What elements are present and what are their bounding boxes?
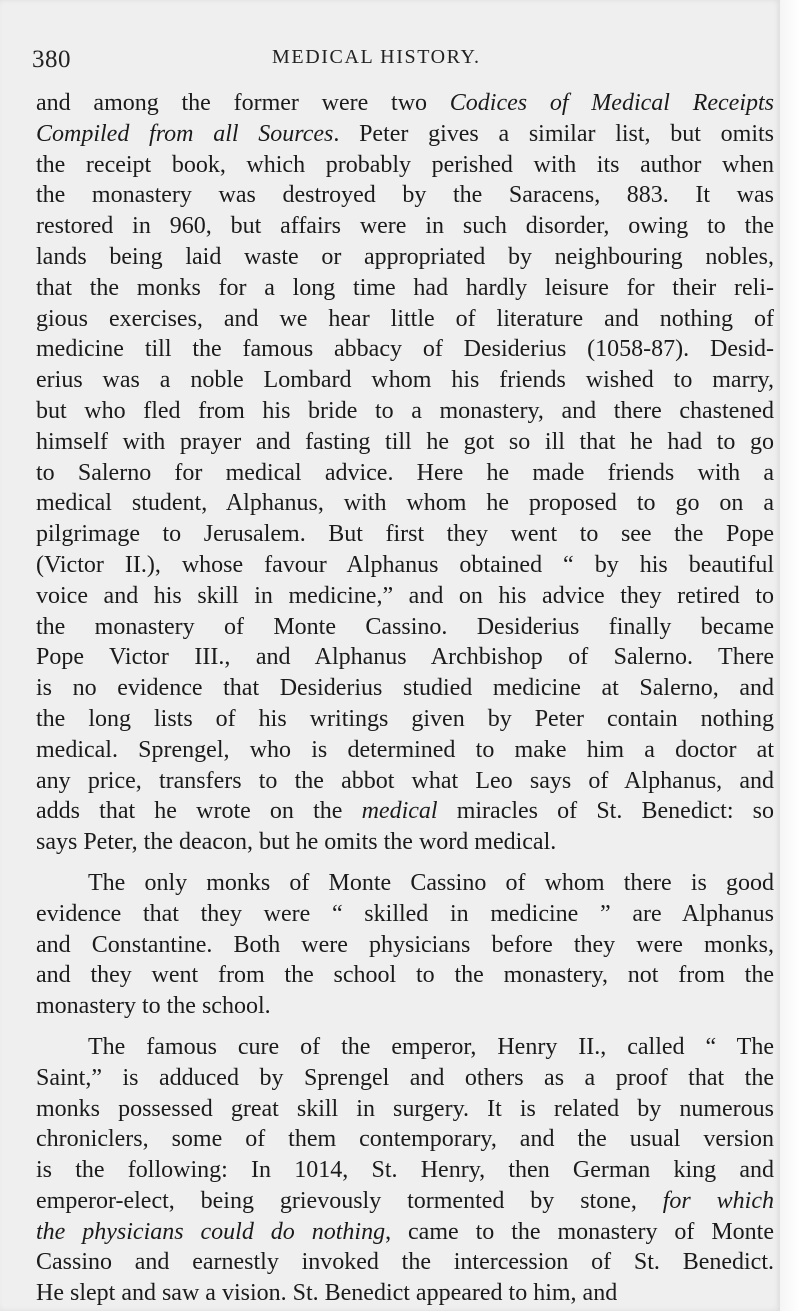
italic-text: for which — [662, 1187, 774, 1214]
text-run: the monastery was destroyed by the Saracens, 883. It was — [36, 182, 774, 209]
text-line — [36, 1155, 774, 1186]
text-run: any price, transfers to the abbot what Leo says of Alphanus, and — [36, 767, 774, 794]
text-line — [36, 581, 774, 612]
italic-text: medical — [361, 798, 438, 825]
paragraph — [36, 1032, 774, 1309]
italic-text: the physicians could do nothing — [36, 1218, 386, 1245]
text-run: is the following: In 1014, St. Henry, then German king and — [36, 1157, 774, 1184]
paragraph — [36, 88, 774, 858]
text-run: adds that he wrote on the — [36, 798, 362, 825]
text-run: that the monks for a long time had hardly leisure for their reli- — [36, 274, 774, 301]
text-line — [36, 519, 774, 550]
text-run: He slept and saw a vision. St. Benedict appeared to him, and — [36, 1280, 618, 1307]
text-line — [36, 396, 774, 427]
page-edge — [780, 0, 800, 1311]
text-line — [36, 1217, 774, 1248]
text-run: Cassino and earnestly invoked the intercession of St. Benedict. — [36, 1249, 774, 1276]
text-run: medicine till the famous abbacy of Desiderius (1058-87). Desid- — [36, 336, 774, 363]
text-run: . Peter gives a similar list, but omits — [333, 120, 774, 147]
text-run: pilgrimage to Jerusalem. But first they went to see the Pope — [36, 521, 774, 548]
text-run: miracles of St. Benedict: so — [437, 798, 774, 825]
text-run: himself with prayer and fasting till he got so ill that he had to go — [36, 428, 774, 455]
text-line — [36, 827, 774, 858]
text-run: the monastery of Monte Cassino. Desiderius finally became — [36, 613, 774, 640]
text-line — [36, 88, 774, 119]
text-line — [36, 1278, 774, 1309]
text-line — [36, 1247, 774, 1278]
text-line — [36, 150, 774, 181]
text-line — [36, 642, 774, 673]
text-line — [36, 766, 774, 797]
text-line — [36, 427, 774, 458]
text-run: Saint,” is adduced by Sprengel and others as a proof that the — [36, 1064, 774, 1091]
text-line — [36, 1032, 774, 1063]
text-line — [36, 242, 774, 273]
text-run: but who fled from his bride to a monastery, and there chastened — [36, 397, 774, 424]
text-line — [36, 899, 774, 930]
text-run: (Victor II.), whose favour Alphanus obtained “ by his beautiful — [36, 551, 774, 578]
page-header — [0, 40, 780, 80]
text-run: voice and his skill in medicine,” and on his advice they retired to — [36, 582, 774, 609]
text-run: erius was a noble Lombard whom his friends wished to marry, — [36, 367, 774, 394]
text-line — [36, 1094, 774, 1125]
text-run: restored in 960, but affairs were in such disorder, owing to the — [36, 213, 774, 240]
text-line — [36, 1124, 774, 1155]
page-number: 380 — [32, 46, 71, 73]
text-run: the long lists of his writings given by Peter contain nothing — [36, 705, 774, 732]
text-line — [36, 119, 774, 150]
text-run: medical. Sprengel, who is determined to make him a doctor at — [36, 736, 774, 763]
text-line — [36, 796, 774, 827]
paragraph-gap — [36, 1022, 774, 1032]
text-run: monks possessed great skill in surgery. It is related by numerous — [36, 1095, 774, 1122]
paragraph-gap — [36, 858, 774, 868]
text-run: , came to the monastery of Monte — [385, 1218, 774, 1245]
italic-text: Compiled from all Sources — [36, 120, 334, 147]
text-run: is no evidence that Desiderius studied medicine at Salerno, and — [36, 675, 774, 702]
text-line — [36, 180, 774, 211]
text-line — [36, 211, 774, 242]
text-run: and among the former were two — [36, 90, 450, 116]
text-line — [36, 304, 774, 335]
text-run: The only monks of Monte Cassino of whom there is good — [88, 869, 774, 896]
text-line — [36, 704, 774, 735]
text-run: medical student, Alphanus, with whom he proposed to go on a — [36, 490, 774, 517]
text-line — [36, 612, 774, 643]
text-run: to Salerno for medical advice. Here he made friends with a — [36, 459, 774, 486]
text-line — [36, 868, 774, 899]
text-run: gious exercises, and we hear little of literature and nothing of — [36, 305, 774, 332]
body-text — [36, 88, 774, 1309]
text-run: evidence that they were “ skilled in medicine ” are Alphanus — [36, 900, 774, 927]
text-line — [36, 960, 774, 991]
text-line — [36, 930, 774, 961]
text-line — [36, 458, 774, 489]
text-run: emperor-elect, being grievously tormented by stone, — [36, 1187, 663, 1214]
text-run: and Constantine. Both were physicians before they were monks, — [36, 931, 774, 958]
text-line — [36, 550, 774, 581]
text-line — [36, 991, 774, 1022]
text-run: says Peter, the deacon, but he omits the word medical. — [36, 829, 557, 856]
text-run: chroniclers, some of them contemporary, and the usual version — [36, 1126, 774, 1153]
text-line — [36, 365, 774, 396]
text-line — [36, 488, 774, 519]
paragraph — [36, 868, 774, 1022]
text-run: monastery to the school. — [36, 993, 271, 1020]
text-run: lands being laid waste or appropriated by neighbouring nobles, — [36, 243, 774, 270]
text-run: The famous cure of the emperor, Henry II., called “ The — [88, 1033, 774, 1060]
running-head: MEDICAL HISTORY. — [272, 46, 481, 68]
text-run: Pope Victor III., and Alphanus Archbishop of Salerno. There — [36, 644, 774, 671]
text-line — [36, 735, 774, 766]
text-line — [36, 673, 774, 704]
text-run: the receipt book, which probably perished with its author when — [36, 151, 774, 178]
text-line — [36, 334, 774, 365]
text-line — [36, 1063, 774, 1094]
text-line — [36, 1186, 774, 1217]
text-run: and they went from the school to the monastery, not from the — [36, 962, 774, 989]
text-line — [36, 273, 774, 304]
italic-text: Codices of Medical Receipts — [449, 90, 774, 116]
